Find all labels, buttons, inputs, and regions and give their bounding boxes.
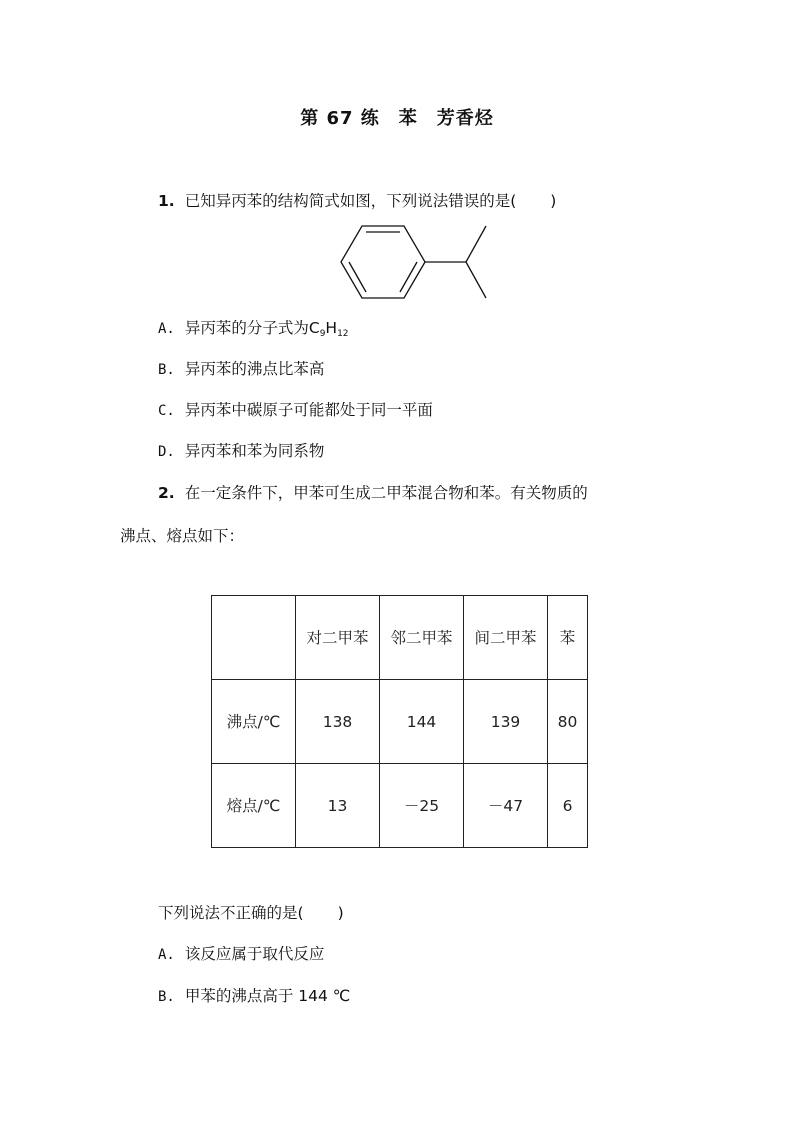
question-1-stem	[158, 189, 556, 211]
q1-option-c[interactable]	[158, 398, 433, 420]
table-cell: 6	[548, 764, 588, 848]
table-row	[212, 764, 588, 848]
option-text: 该反应属于取代反应	[184, 945, 325, 963]
table-cell: 138	[296, 680, 380, 764]
question-1-number: 1.	[158, 192, 175, 210]
option-text: 异丙苯和苯为同系物	[184, 442, 325, 460]
table-header-cell: 邻二甲苯	[380, 596, 464, 680]
table-cell: 139	[464, 680, 548, 764]
isopropylbenzene-structure	[335, 222, 495, 304]
option-text: 甲苯的沸点高于 144 ℃	[184, 987, 351, 1005]
question-2-text: 在一定条件下，甲苯可生成二甲苯混合物和苯。有关物质的	[184, 484, 588, 502]
table-cell: 144	[380, 680, 464, 764]
question-2-stem-line-2: 沸点、熔点如下：	[120, 527, 245, 545]
option-letter: C.	[158, 403, 175, 419]
q1-option-a[interactable]	[158, 316, 349, 339]
option-letter: A.	[158, 947, 175, 963]
table-row	[212, 680, 588, 764]
benzene-ring	[341, 226, 425, 298]
properties-table	[211, 595, 588, 848]
followup-bracket-end: )	[337, 904, 344, 922]
table-cell: －47	[464, 764, 548, 848]
table-cell: 13	[296, 764, 380, 848]
ring-double-bond	[349, 262, 366, 292]
option-text: 异丙苯的沸点比苯高	[184, 360, 325, 378]
table-header-cell: 苯	[548, 596, 588, 680]
followup-text: 下列说法不正确的是(	[158, 904, 304, 922]
ring-double-bond	[400, 262, 417, 292]
table-row-label: 熔点/℃	[212, 764, 296, 848]
question-1-text: 已知异丙苯的结构简式如图，下列说法错误的是(	[184, 192, 517, 210]
q2-option-a[interactable]	[158, 942, 324, 964]
table-header-cell: 对二甲苯	[296, 596, 380, 680]
table-row-label: 沸点/℃	[212, 680, 296, 764]
table-header-cell: 间二甲苯	[464, 596, 548, 680]
option-letter: B.	[158, 989, 175, 1005]
question-2-number: 2.	[158, 484, 175, 502]
q1-option-d[interactable]	[158, 439, 324, 461]
subscript: 12	[337, 329, 349, 339]
page-title: 第 67 练 苯 芳香烃	[300, 108, 494, 129]
table-header-cell	[212, 596, 296, 680]
methyl-bond	[466, 226, 486, 262]
q1-option-b[interactable]	[158, 357, 324, 379]
q2-option-b[interactable]	[158, 984, 350, 1006]
question-1-bracket-end: )	[550, 192, 557, 210]
option-text: 异丙苯中碳原子可能都处于同一平面	[184, 401, 433, 419]
option-letter: A.	[158, 321, 175, 337]
option-text: H	[325, 319, 338, 337]
question-2-stem-line-1	[158, 481, 588, 503]
option-text: 异丙苯的分子式为C	[184, 319, 320, 337]
option-letter: D.	[158, 444, 175, 460]
table-cell: －25	[380, 764, 464, 848]
methyl-bond	[466, 262, 486, 298]
option-letter: B.	[158, 362, 175, 378]
question-2-followup	[158, 901, 344, 923]
table-cell: 80	[548, 680, 588, 764]
subscript: 9	[319, 329, 326, 339]
table-header-row	[212, 596, 588, 680]
